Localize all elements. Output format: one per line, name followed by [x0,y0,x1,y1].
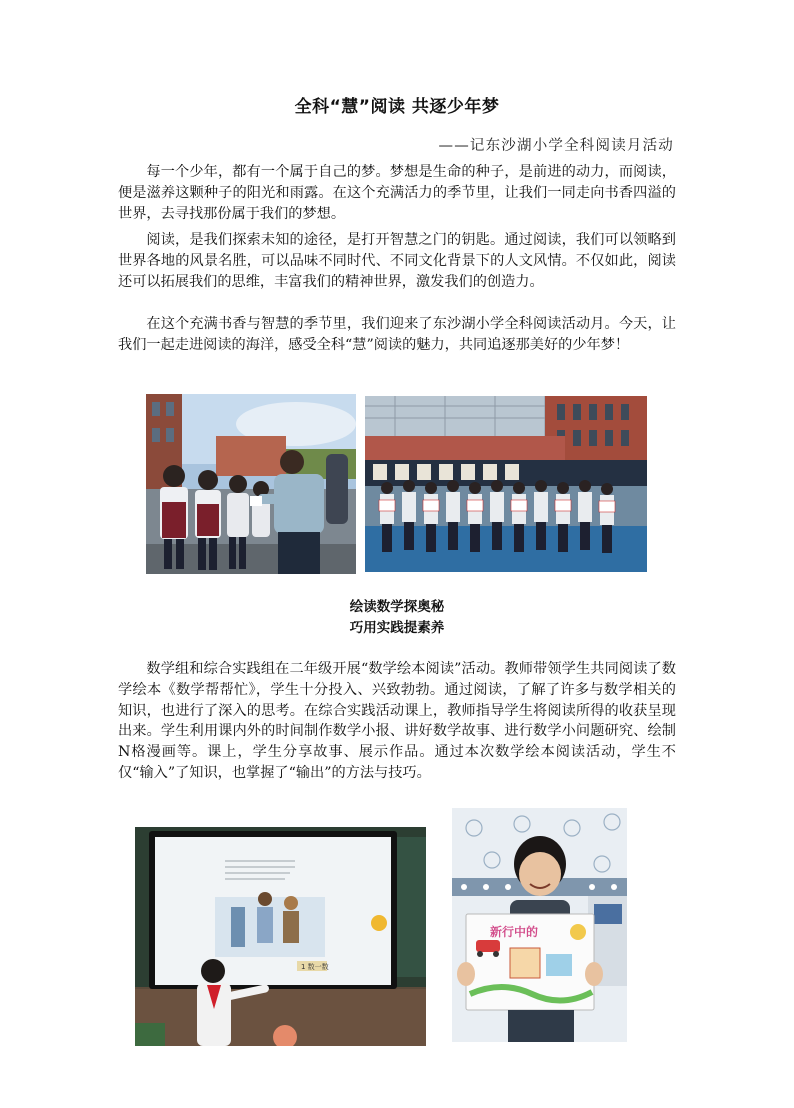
article-title: 全科“慧”阅读 共逐少年梦 [294,97,500,117]
photo-award-ceremony [146,394,356,574]
photo-group-certificates [365,396,647,572]
article-subtitle: ——记东沙湖小学全科阅读月活动 [438,138,674,154]
photo-award-ceremony-image [146,394,356,574]
section-math-paragraph: 数学组和综合实践组在二年级开展“数学绘本阅读”活动。教师带领学生共同阅读了数学绘本《数学帮帮忙》，学生十分投入、兴致勃勃。通过阅读，了解了许多与数学相关的知识，也进行了深入的思考。在综合实践活动课上，教师指导学生将阅读所得的收获呈现出来。学生利用课内外的时间制作数学小报、讲好数学故事、进行数学小问题研究、绘制N格漫画等。课上，学生分享故事、展示作品。通过本次数学绘本阅读活动，学生不仅“输入”了知识，也掌握了“输出”的方法与技巧。 [118,661,676,781]
svg-text:1 数一数: 1 数一数 [301,963,329,971]
section-heading-line-2: 巧用实践提素养 [349,620,445,636]
svg-text:新行中的: 新行中的 [490,925,539,939]
photo-classroom-presentation [135,827,426,1046]
photo-student-poster [452,808,627,1042]
photo-classroom-presentation-image [135,827,426,1046]
intro-paragraph-3: 在这个充满书香与智慧的季节里，我们迎来了东沙湖小学全科阅读活动月。今天，让我们一起走进阅读的海洋，感受全科“慧”阅读的魅力，共同追逐那美好的少年梦！ [118,316,676,353]
photo-student-poster-image [452,808,627,1042]
section-heading-line-1: 绘读数学探奥秘 [349,599,445,615]
photo-group-certificates-image [365,396,647,572]
intro-paragraph-2: 阅读，是我们探索未知的途径，是打开智慧之门的钥匙。通过阅读，我们可以领略到世界各地的风景名胜，可以品味不同时代、不同文化背景下的人文风情。不仅如此，阅读还可以拓展我们的思维，丰富我们的精神世界，激发我们的创造力。 [118,232,676,290]
intro-paragraph-1: 每一个少年，都有一个属于自己的梦。梦想是生命的种子，是前进的动力，而阅读，便是滋养这颗种子的阳光和雨露。在这个充满活力的季节里，让我们一同走向书香四溢的世界，去寻找那份属于我们的梦想。 [118,164,676,222]
